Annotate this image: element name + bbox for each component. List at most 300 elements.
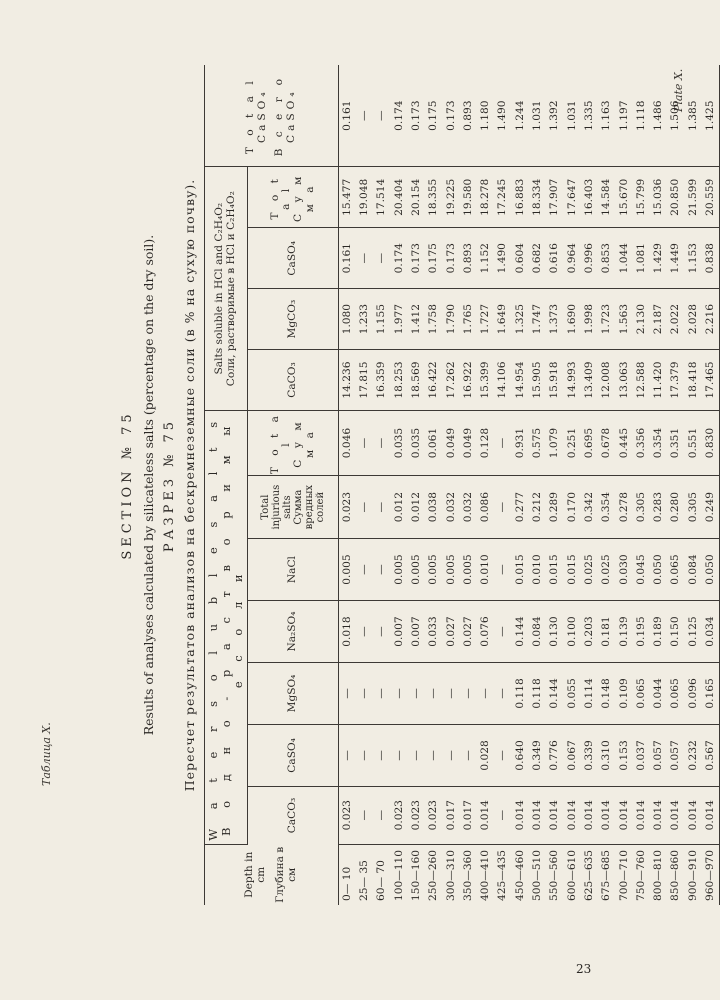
- value-cell: 16.403: [581, 167, 598, 228]
- value-cell: —: [338, 663, 356, 725]
- value-cell: 0.128: [477, 410, 494, 475]
- value-cell: 1.747: [529, 289, 546, 350]
- header-water-en: W a t e r s o l u b l e s a l t s: [206, 413, 220, 841]
- table-row: [495, 65, 512, 905]
- value-cell: 0.349: [529, 724, 546, 786]
- depth-cell: 25— 35: [358, 860, 371, 901]
- value-cell: 0.023: [338, 476, 356, 539]
- value-cell: —: [374, 476, 391, 539]
- depth-cell: 350—360: [461, 849, 474, 901]
- value-cell: 0.035: [408, 410, 425, 475]
- value-cell: 0.055: [564, 663, 581, 725]
- value-cell: 0.014: [477, 786, 494, 844]
- table-row: [425, 65, 442, 905]
- value-cell: 0.037: [633, 724, 650, 786]
- value-cell: 17.907: [546, 167, 563, 228]
- table-row: [564, 65, 581, 905]
- value-cell: 1.690: [564, 289, 581, 350]
- value-cell: 17.815: [356, 350, 373, 411]
- value-cell: 1.727: [477, 289, 494, 350]
- depth-cell: 250—260: [427, 849, 440, 901]
- value-cell: 1.758: [425, 289, 442, 350]
- subtitle-english: Results of analyses calculated by silicateless salts (percentage on the dry soil).: [141, 234, 156, 736]
- value-cell: 1.429: [650, 228, 667, 289]
- header-hcl-ru: Соли, растворимые в HCl и C₂H₄O₂: [224, 191, 237, 387]
- value-cell: 14.236: [338, 350, 356, 411]
- value-cell: 0.354: [598, 476, 615, 539]
- value-cell: 1.385: [685, 65, 702, 167]
- value-cell: 17.647: [564, 167, 581, 228]
- value-cell: 0.173: [443, 65, 460, 167]
- value-cell: 0.173: [408, 65, 425, 167]
- value-cell: 0.640: [512, 724, 529, 786]
- header-depth-ru: Глубина в см: [274, 846, 299, 903]
- depth-cell: 60— 70: [375, 860, 388, 901]
- value-cell: —: [356, 228, 373, 289]
- value-cell: 1.765: [460, 289, 477, 350]
- value-cell: 0.035: [391, 410, 408, 475]
- section-title: SECTION № 75: [120, 410, 135, 560]
- header-caco3: CaCO₃: [247, 786, 338, 844]
- value-cell: 19.225: [443, 167, 460, 228]
- value-cell: 17.245: [495, 167, 512, 228]
- header-mgso4: MgSO₄: [247, 663, 338, 725]
- value-cell: 1.163: [598, 65, 615, 167]
- value-cell: —: [443, 663, 460, 725]
- value-cell: 1.081: [633, 228, 650, 289]
- value-cell: 15.036: [650, 167, 667, 228]
- value-cell: 1.486: [650, 65, 667, 167]
- value-cell: 0.445: [616, 410, 633, 475]
- value-cell: 0.342: [581, 476, 598, 539]
- table-row: [598, 65, 615, 905]
- value-cell: 0.283: [650, 476, 667, 539]
- value-cell: —: [460, 724, 477, 786]
- value-cell: 12.008: [598, 350, 615, 411]
- value-cell: —: [495, 786, 512, 844]
- value-cell: 0.277: [512, 476, 529, 539]
- depth-cell: 550—560: [548, 849, 561, 901]
- value-cell: 18.334: [529, 167, 546, 228]
- value-cell: 1.080: [338, 289, 356, 350]
- value-cell: 0.996: [581, 228, 598, 289]
- value-cell: 0.339: [581, 724, 598, 786]
- value-cell: —: [391, 724, 408, 786]
- value-cell: 0.057: [668, 724, 685, 786]
- value-cell: 19.580: [460, 167, 477, 228]
- value-cell: 18.278: [477, 167, 494, 228]
- value-cell: 1.153: [685, 228, 702, 289]
- value-cell: 1.031: [529, 65, 546, 167]
- value-cell: 0.173: [408, 228, 425, 289]
- value-cell: 0.161: [338, 228, 356, 289]
- value-cell: —: [495, 601, 512, 663]
- table-row: [338, 65, 356, 905]
- value-cell: —: [374, 65, 391, 167]
- value-cell: 21.599: [685, 167, 702, 228]
- header-nacl: NaCl: [247, 539, 338, 601]
- value-cell: 0.044: [650, 663, 667, 725]
- value-cell: 0.023: [338, 786, 356, 844]
- header-hcl-caso4: CaSO₄: [247, 228, 338, 289]
- value-cell: 1.325: [512, 289, 529, 350]
- value-cell: 0.931: [512, 410, 529, 475]
- value-cell: 0.838: [702, 228, 720, 289]
- header-row-columns: [247, 65, 338, 905]
- table-row: [546, 65, 563, 905]
- value-cell: 0.174: [391, 228, 408, 289]
- value-cell: —: [495, 724, 512, 786]
- value-cell: 19.048: [356, 167, 373, 228]
- table-row: [391, 65, 408, 905]
- value-cell: 16.359: [374, 350, 391, 411]
- value-cell: —: [425, 724, 442, 786]
- value-cell: 0.964: [564, 228, 581, 289]
- value-cell: 0.034: [702, 601, 720, 663]
- value-cell: 1.031: [564, 65, 581, 167]
- table-row: [702, 65, 720, 905]
- value-cell: 0.014: [581, 786, 598, 844]
- value-cell: 14.584: [598, 167, 615, 228]
- value-cell: —: [374, 539, 391, 601]
- value-cell: —: [356, 410, 373, 475]
- value-cell: 0.616: [546, 228, 563, 289]
- depth-cell: 400—410: [479, 849, 492, 901]
- value-cell: 1.044: [616, 228, 633, 289]
- value-cell: 0.100: [564, 601, 581, 663]
- table-body: [338, 65, 720, 905]
- header-hcl-caco3: CaCO₃: [247, 350, 338, 411]
- value-cell: —: [495, 539, 512, 601]
- value-cell: 0.575: [529, 410, 546, 475]
- value-cell: —: [356, 786, 373, 844]
- value-cell: 0.065: [633, 663, 650, 725]
- value-cell: 1.490: [495, 228, 512, 289]
- value-cell: 1.233: [356, 289, 373, 350]
- depth-cell: 600—610: [565, 849, 578, 901]
- value-cell: 0.153: [616, 724, 633, 786]
- value-cell: 0.125: [685, 601, 702, 663]
- depth-cell: 960—970: [702, 844, 720, 905]
- value-cell: 1.723: [598, 289, 615, 350]
- header-total-caso4-en: T o t a l CaSO₄: [244, 77, 268, 155]
- value-cell: —: [425, 663, 442, 725]
- value-cell: 20.559: [702, 167, 720, 228]
- value-cell: 0.007: [408, 601, 425, 663]
- value-cell: 15.477: [338, 167, 356, 228]
- value-cell: 0.604: [512, 228, 529, 289]
- table-row: [512, 65, 529, 905]
- header-injurious-en: Total injurious salts: [259, 484, 293, 530]
- section-title-russian: РАЗРЕЗ № 75: [162, 417, 177, 553]
- value-cell: 0.028: [477, 724, 494, 786]
- value-cell: 0.682: [529, 228, 546, 289]
- page-number: 23: [576, 962, 592, 976]
- header-depth-en: Depth in cm: [243, 851, 267, 898]
- value-cell: 0.175: [425, 228, 442, 289]
- value-cell: 0.014: [685, 786, 702, 844]
- value-cell: 14.106: [495, 350, 512, 411]
- value-cell: 0.005: [425, 539, 442, 601]
- value-cell: 0.084: [685, 539, 702, 601]
- value-cell: 0.893: [460, 65, 477, 167]
- value-cell: 17.262: [443, 350, 460, 411]
- value-cell: 0.096: [685, 663, 702, 725]
- value-cell: 1.118: [633, 65, 650, 167]
- value-cell: —: [460, 663, 477, 725]
- value-cell: 20.404: [391, 167, 408, 228]
- value-cell: 0.025: [598, 539, 615, 601]
- value-cell: 1.335: [581, 65, 598, 167]
- value-cell: 0.057: [650, 724, 667, 786]
- value-cell: 13.409: [581, 350, 598, 411]
- value-cell: 0.150: [668, 601, 685, 663]
- table-row: [460, 65, 477, 905]
- value-cell: 18.418: [685, 350, 702, 411]
- table-row: [374, 65, 391, 905]
- value-cell: 0.084: [529, 601, 546, 663]
- value-cell: 0.170: [564, 476, 581, 539]
- value-cell: 0.027: [460, 601, 477, 663]
- value-cell: 0.249: [702, 476, 720, 539]
- value-cell: 0.161: [338, 65, 356, 167]
- value-cell: 1.392: [546, 65, 563, 167]
- value-cell: 0.853: [598, 228, 615, 289]
- value-cell: 15.799: [633, 167, 650, 228]
- page-label-left: Таблица X.: [40, 722, 53, 786]
- value-cell: 0.046: [338, 410, 356, 475]
- value-cell: —: [495, 410, 512, 475]
- header-total-caso4-ru: В с е г о CaSO₄: [273, 75, 298, 157]
- value-cell: —: [374, 410, 391, 475]
- value-cell: 1.790: [443, 289, 460, 350]
- value-cell: —: [374, 663, 391, 725]
- value-cell: 2.216: [702, 289, 720, 350]
- table-row: [616, 65, 633, 905]
- value-cell: —: [495, 663, 512, 725]
- value-cell: 0.567: [702, 724, 720, 786]
- value-cell: 2.022: [668, 289, 685, 350]
- value-cell: 15.670: [616, 167, 633, 228]
- table-row: [581, 65, 598, 905]
- header-total-caso4: [205, 65, 339, 167]
- table-row: [529, 65, 546, 905]
- value-cell: 0.280: [668, 476, 685, 539]
- header-water-total: [247, 410, 338, 475]
- value-cell: 14.993: [564, 350, 581, 411]
- value-cell: 0.305: [633, 476, 650, 539]
- value-cell: 0.015: [564, 539, 581, 601]
- value-cell: 0.173: [443, 228, 460, 289]
- value-cell: 1.197: [616, 65, 633, 167]
- value-cell: —: [356, 476, 373, 539]
- value-cell: 0.032: [443, 476, 460, 539]
- value-cell: 0.065: [668, 539, 685, 601]
- table-row: [650, 65, 667, 905]
- value-cell: —: [356, 65, 373, 167]
- value-cell: 0.130: [546, 601, 563, 663]
- value-cell: 0.018: [338, 601, 356, 663]
- value-cell: 1.373: [546, 289, 563, 350]
- value-cell: 0.015: [512, 539, 529, 601]
- value-cell: 0.165: [702, 663, 720, 725]
- value-cell: 1.412: [408, 289, 425, 350]
- depth-cell: 850—860: [669, 849, 682, 901]
- value-cell: 0.014: [512, 786, 529, 844]
- header-hcl-total-en: T o t a l: [268, 175, 293, 220]
- value-cell: 0.114: [581, 663, 598, 725]
- value-cell: 1.506: [668, 65, 685, 167]
- value-cell: 2.187: [650, 289, 667, 350]
- value-cell: 0.049: [443, 410, 460, 475]
- value-cell: 17.465: [702, 350, 720, 411]
- value-cell: 14.954: [512, 350, 529, 411]
- value-cell: 0.065: [668, 663, 685, 725]
- value-cell: 0.067: [564, 724, 581, 786]
- header-injurious: [247, 476, 338, 539]
- header-hcl-mgco3: MgCO₃: [247, 289, 338, 350]
- value-cell: 18.569: [408, 350, 425, 411]
- depth-cell: 675—685: [600, 849, 613, 901]
- value-cell: —: [495, 476, 512, 539]
- value-cell: 1.425: [702, 65, 720, 167]
- value-cell: 0.203: [581, 601, 598, 663]
- table-row: [668, 65, 685, 905]
- header-na2so4: Na₂SO₄: [247, 601, 338, 663]
- value-cell: 0.023: [391, 786, 408, 844]
- value-cell: 1.563: [616, 289, 633, 350]
- value-cell: 18.355: [425, 167, 442, 228]
- header-hcl-en: Salts soluble in HCl and C₂H₄O₂: [213, 202, 226, 375]
- header-water-total-en: T o t a l: [268, 412, 293, 475]
- value-cell: —: [374, 786, 391, 844]
- header-hcl-soluble: [205, 167, 248, 411]
- value-cell: 0.023: [425, 786, 442, 844]
- value-cell: 0.109: [616, 663, 633, 725]
- value-cell: 0.354: [650, 410, 667, 475]
- value-cell: 17.514: [374, 167, 391, 228]
- subtitle-russian: Пересчет результатов анализов на бескремнеземные соли (в % на сухую почву).: [182, 178, 197, 792]
- value-cell: —: [391, 663, 408, 725]
- value-cell: 2.028: [685, 289, 702, 350]
- value-cell: —: [338, 724, 356, 786]
- value-cell: 1.152: [477, 228, 494, 289]
- value-cell: 0.356: [633, 410, 650, 475]
- value-cell: 0.005: [460, 539, 477, 601]
- value-cell: 1.449: [668, 228, 685, 289]
- header-caso4: CaSO₄: [247, 724, 338, 786]
- value-cell: 0.014: [616, 786, 633, 844]
- value-cell: 0.175: [425, 65, 442, 167]
- value-cell: 0.695: [581, 410, 598, 475]
- value-cell: 0.012: [408, 476, 425, 539]
- value-cell: 0.061: [425, 410, 442, 475]
- value-cell: —: [408, 663, 425, 725]
- value-cell: 0.027: [443, 601, 460, 663]
- value-cell: 0.005: [338, 539, 356, 601]
- value-cell: 0.033: [425, 601, 442, 663]
- value-cell: 0.014: [529, 786, 546, 844]
- value-cell: 0.776: [546, 724, 563, 786]
- rotated-table-page: [120, 65, 716, 905]
- value-cell: 0.014: [702, 786, 720, 844]
- header-hcl-total-ru: С у м м а: [291, 172, 316, 222]
- value-cell: —: [374, 601, 391, 663]
- value-cell: 0.678: [598, 410, 615, 475]
- value-cell: —: [443, 724, 460, 786]
- value-cell: 0.050: [702, 539, 720, 601]
- value-cell: 0.144: [546, 663, 563, 725]
- table-row: [356, 65, 373, 905]
- value-cell: 0.305: [685, 476, 702, 539]
- value-cell: 0.049: [460, 410, 477, 475]
- value-cell: 0.017: [460, 786, 477, 844]
- depth-cell: 500—510: [531, 849, 544, 901]
- depth-cell: 750—760: [634, 849, 647, 901]
- value-cell: 11.420: [650, 350, 667, 411]
- value-cell: 0.030: [616, 539, 633, 601]
- depth-cell: 300—310: [444, 849, 457, 901]
- value-cell: 1.079: [546, 410, 563, 475]
- value-cell: 0.139: [616, 601, 633, 663]
- value-cell: —: [477, 663, 494, 725]
- value-cell: 0.195: [633, 601, 650, 663]
- value-cell: 15.918: [546, 350, 563, 411]
- value-cell: 0.015: [546, 539, 563, 601]
- value-cell: 18.253: [391, 350, 408, 411]
- value-cell: 0.025: [581, 539, 598, 601]
- depth-cell: 625—635: [582, 849, 595, 901]
- value-cell: 0.014: [546, 786, 563, 844]
- value-cell: 0.148: [598, 663, 615, 725]
- value-cell: 0.010: [529, 539, 546, 601]
- value-cell: 1.998: [581, 289, 598, 350]
- value-cell: 20.154: [408, 167, 425, 228]
- value-cell: 0.278: [616, 476, 633, 539]
- value-cell: 13.063: [616, 350, 633, 411]
- value-cell: 0.045: [633, 539, 650, 601]
- value-cell: 0.050: [650, 539, 667, 601]
- value-cell: 0.174: [391, 65, 408, 167]
- table-row: [477, 65, 494, 905]
- depth-cell: 700—710: [617, 849, 630, 901]
- value-cell: 12.588: [633, 350, 650, 411]
- value-cell: —: [356, 601, 373, 663]
- table-row: [408, 65, 425, 905]
- value-cell: 0.086: [477, 476, 494, 539]
- value-cell: 1.244: [512, 65, 529, 167]
- header-depth: [205, 844, 339, 905]
- table-row: [685, 65, 702, 905]
- value-cell: 0.551: [685, 410, 702, 475]
- value-cell: 15.905: [529, 350, 546, 411]
- depth-cell: 450—460: [513, 849, 526, 901]
- value-cell: 0.144: [512, 601, 529, 663]
- header-injurious-ru: Сумма вредных солей: [292, 484, 326, 530]
- value-cell: 1.180: [477, 65, 494, 167]
- table-row: [633, 65, 650, 905]
- value-cell: —: [374, 228, 391, 289]
- value-cell: 0.118: [529, 663, 546, 725]
- value-cell: 1.977: [391, 289, 408, 350]
- value-cell: 0.032: [460, 476, 477, 539]
- value-cell: —: [356, 663, 373, 725]
- value-cell: 15.399: [477, 350, 494, 411]
- value-cell: 0.005: [391, 539, 408, 601]
- value-cell: 0.014: [650, 786, 667, 844]
- value-cell: —: [356, 724, 373, 786]
- value-cell: 0.893: [460, 228, 477, 289]
